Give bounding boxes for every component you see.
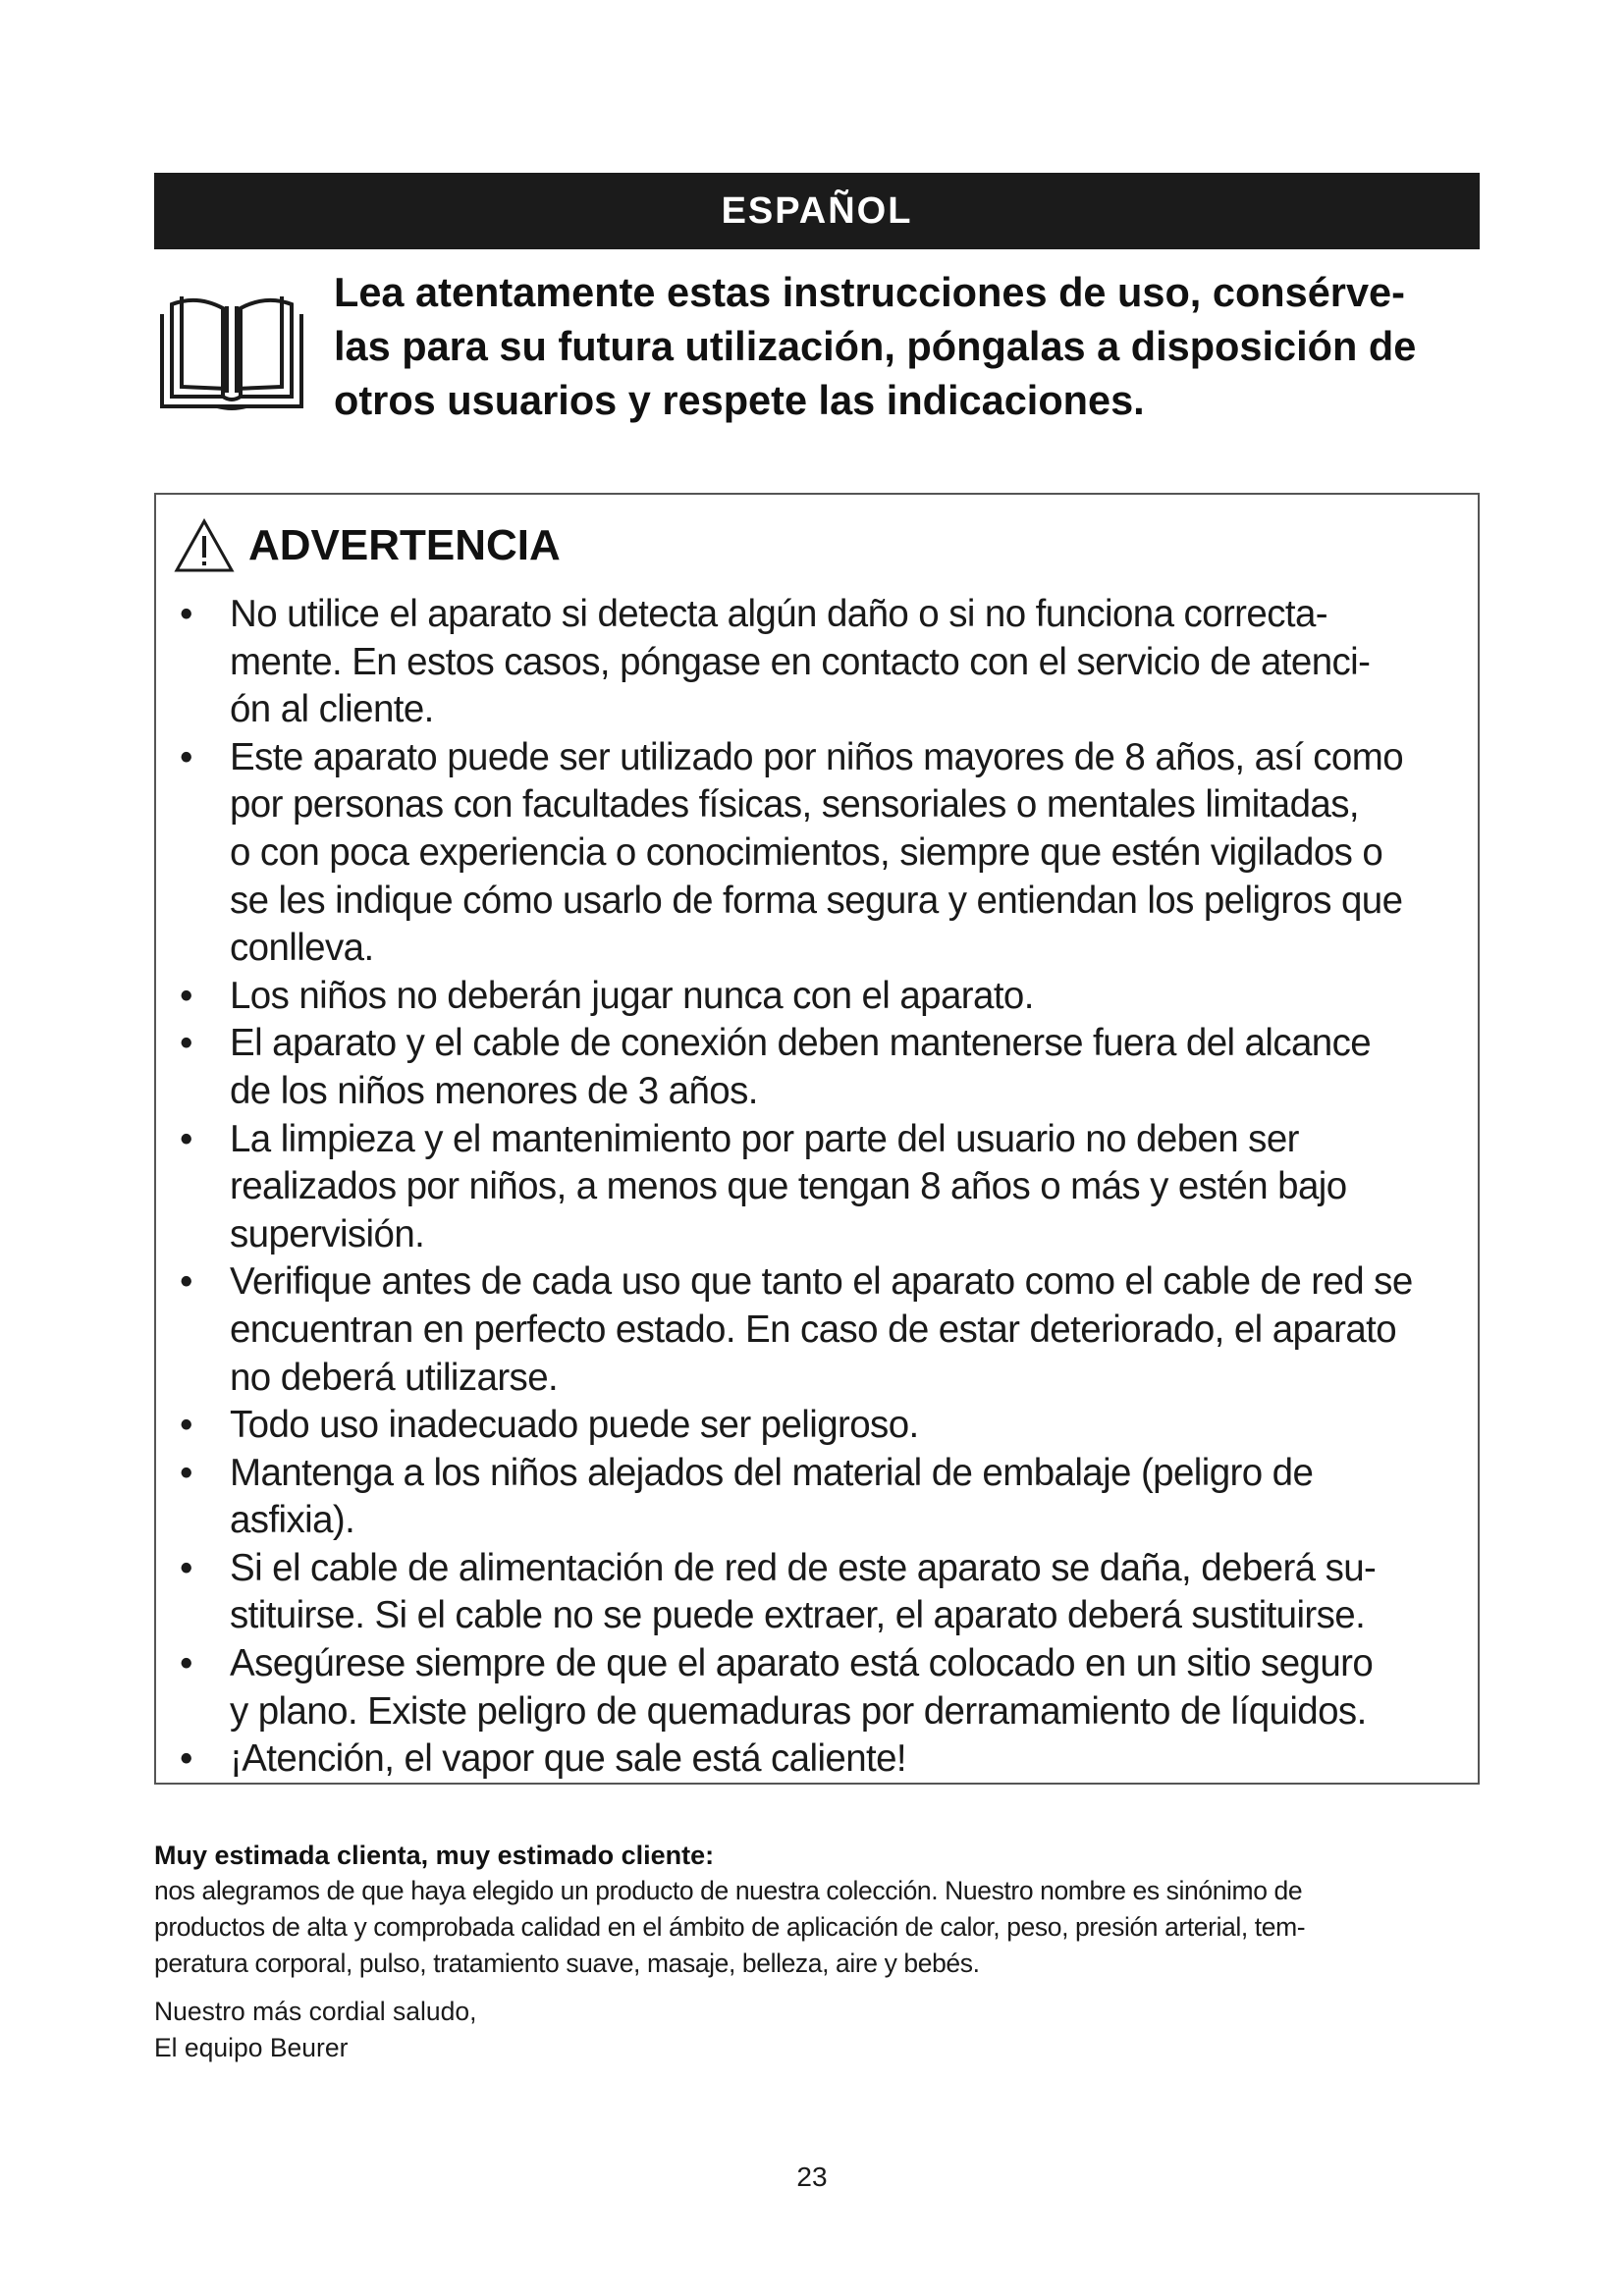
bullet-icon: •	[180, 593, 192, 635]
warning-item-line: no deberá utilizarse.	[230, 1356, 559, 1399]
warning-item-line: ¡Atención, el vapor que sale está caliente!	[230, 1737, 907, 1781]
intro-section	[154, 265, 1480, 461]
warning-item-line: supervisión.	[230, 1212, 425, 1255]
warning-item-line: Verifique antes de cada uso que tanto el aparato como el cable de red se	[230, 1260, 1413, 1304]
warning-triangle-icon	[174, 518, 235, 573]
warning-item	[172, 1545, 1472, 1640]
bullet-icon: •	[180, 974, 192, 1017]
greeting-title: Muy estimada clienta, muy estimado cliente:	[154, 1841, 715, 1870]
warning-item	[172, 1735, 1472, 1784]
warning-list	[156, 591, 1472, 1784]
warning-item-line: Si el cable de alimentación de red de este aparato se daña, deberá su-	[230, 1546, 1377, 1589]
warning-item-line: No utilice el aparato si detecta algún daño o si no funciona correcta-	[230, 593, 1327, 635]
greeting-body	[154, 1873, 1489, 1982]
warning-item-line: por personas con facultades físicas, sensoriales o mentales limitadas,	[230, 783, 1359, 827]
warning-item-line: Todo uso inadecuado puede ser peligroso.	[230, 1404, 919, 1447]
warning-item-line: encuentran en perfecto estado. En caso de estar deteriorado, el aparato	[230, 1308, 1397, 1351]
bullet-icon: •	[180, 1642, 192, 1685]
warning-item-line: conlleva.	[230, 927, 374, 970]
warning-item-line: Los niños no deberán jugar nunca con el aparato.	[230, 974, 1034, 1017]
warning-title: ADVERTENCIA	[248, 521, 561, 569]
warning-item-line: ón al cliente.	[230, 688, 434, 731]
bullet-icon: •	[180, 1737, 192, 1781]
bullet-icon: •	[180, 1451, 192, 1494]
warning-item-line: de los niños menores de 3 años.	[230, 1069, 758, 1112]
open-book-icon	[158, 287, 305, 414]
warning-item-line: Este aparato puede ser utilizado por niños mayores de 8 años, así como	[230, 735, 1404, 778]
greeting-section	[154, 1838, 1489, 2066]
warning-item	[172, 1402, 1472, 1450]
warning-box	[154, 493, 1480, 1785]
warning-item-line: asfixia).	[230, 1499, 355, 1542]
warning-item-line: Asegúrese siempre de que el aparato está colocado en un sitio seguro	[230, 1642, 1374, 1685]
bullet-icon: •	[180, 1117, 192, 1160]
warning-item-line: realizados por niños, a menos que tengan 8 años o más y estén bajo	[230, 1165, 1347, 1208]
warning-item-line: y plano. Existe peligro de quemaduras por derramamiento de líquidos.	[230, 1689, 1367, 1733]
greeting-line: productos de alta y comprobada calidad en el ámbito de aplicación de calor, peso, presión arterial, tem-	[154, 1912, 1306, 1942]
warning-item-line: Mantenga a los niños alejados del material de embalaje (peligro de	[230, 1451, 1314, 1494]
warning-item	[172, 1258, 1472, 1402]
warning-item	[172, 734, 1472, 973]
language-label: ESPAÑOL	[721, 189, 913, 232]
bullet-icon: •	[180, 1404, 192, 1447]
greeting-line: nos alegramos de que haya elegido un producto de nuestra colección. Nuestro nombre es sinónimo de	[154, 1876, 1303, 1905]
intro-instructions	[334, 265, 1492, 427]
bullet-icon: •	[180, 1546, 192, 1589]
language-header	[154, 173, 1480, 249]
warning-item	[172, 1020, 1472, 1115]
page-number: 23	[796, 2162, 828, 2192]
warning-item-line: mente. En estos casos, póngase en contacto con el servicio de atenci-	[230, 640, 1371, 683]
warning-item	[172, 973, 1472, 1021]
warning-item	[172, 1116, 1472, 1259]
signature-line: Nuestro más cordial saludo,	[154, 1997, 477, 2026]
greeting-signature	[154, 1994, 1489, 2066]
bullet-icon: •	[180, 735, 192, 778]
bullet-icon: •	[180, 1260, 192, 1304]
warning-item-line: stituirse. Si el cable no se puede extraer, el aparato deberá sustituirse.	[230, 1594, 1366, 1637]
warning-item-line: o con poca experiencia o conocimientos, siempre que estén vigilados o	[230, 830, 1383, 874]
warning-header	[174, 516, 561, 575]
warning-item-line: La limpieza y el mantenimiento por parte del usuario no deben ser	[230, 1117, 1299, 1160]
warning-item	[172, 591, 1472, 734]
bullet-icon: •	[180, 1022, 192, 1065]
intro-line: las para su futura utilización, póngalas a disposición de	[334, 323, 1417, 369]
signature-line: El equipo Beurer	[154, 2033, 349, 2062]
intro-line: Lea atentamente estas instrucciones de uso, consérve-	[334, 269, 1405, 315]
greeting-line: peratura corporal, pulso, tratamiento suave, masaje, belleza, aire y bebés.	[154, 1949, 980, 1978]
warning-item	[172, 1640, 1472, 1735]
warning-item-line: El aparato y el cable de conexión deben mantenerse fuera del alcance	[230, 1022, 1372, 1065]
warning-item-line: se les indique cómo usarlo de forma segura y entiendan los peligros que	[230, 879, 1403, 922]
intro-line: otros usuarios y respete las indicaciones.	[334, 377, 1145, 423]
warning-item	[172, 1450, 1472, 1545]
